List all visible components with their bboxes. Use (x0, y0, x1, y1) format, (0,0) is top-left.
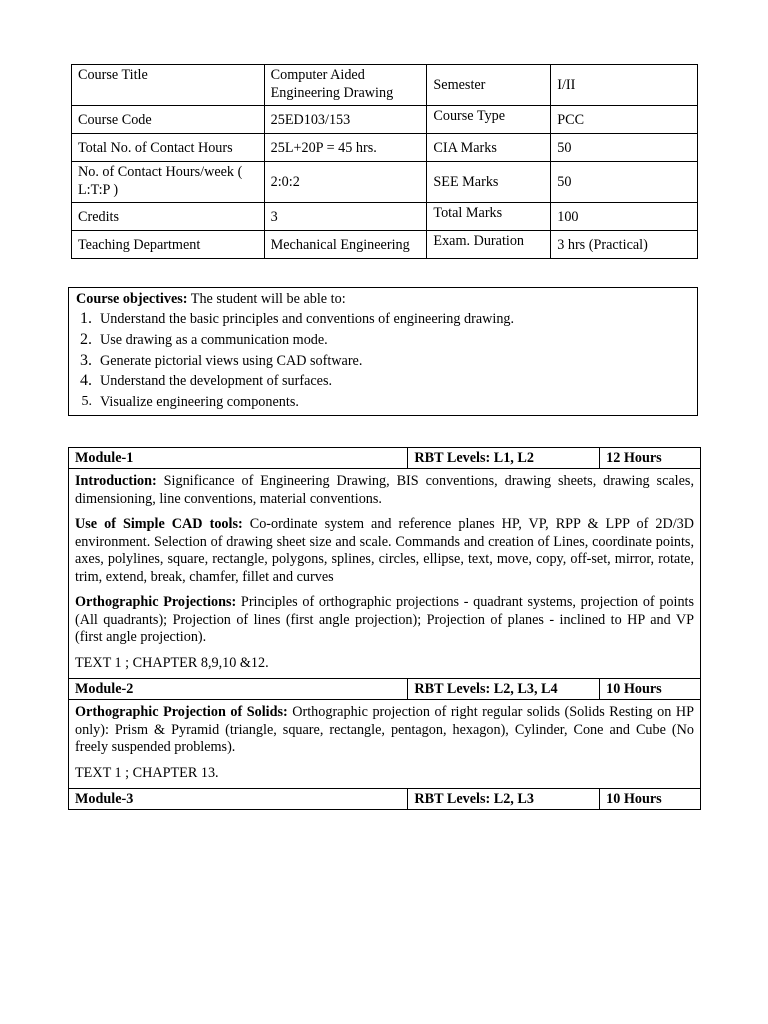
course-info-label: Total No. of Contact Hours (72, 134, 265, 162)
course-info-row (72, 203, 698, 231)
course-info-value: 50 (551, 134, 698, 162)
paragraph-text: Co-ordinate system and reference planes HP, VP, RPP & LPP of 2D/3D environment. Selection of drawing sheet size and scale. Commands and creation of Lines, coordinate points, axes, polylines, square, rectangle, polygons, splines, circles, ellipse, text, move, copy, off-set, mirror, rotate, trim, extend, break, chamfer, fillet and curves (75, 516, 695, 585)
course-info-label: Course Title (72, 65, 265, 106)
course-info-label: Teaching Department (72, 231, 265, 259)
course-info-value: Computer Aided Engineering Drawing (264, 65, 427, 106)
course-info-value: 2:0:2 (264, 162, 427, 203)
course-info-label: Course Code (72, 106, 265, 134)
module-content-row (69, 700, 701, 789)
module-content-row (69, 469, 701, 679)
course-info-row (72, 231, 698, 259)
paragraph-heading: Use of Simple CAD tools: (75, 516, 243, 532)
course-info-label: Course Type (427, 106, 551, 134)
module-header-row (69, 789, 701, 810)
objectives-intro: The student will be able to: (187, 291, 346, 307)
course-info-value: Mechanical Engineering (264, 231, 427, 259)
module-content (69, 700, 701, 789)
module-rbt-levels: RBT Levels: L2, L3 (408, 789, 600, 810)
course-info-value: 100 (551, 203, 698, 231)
objectives-heading (76, 290, 690, 308)
paragraph-text: Significance of Engineering Drawing, BIS conventions, drawing sheets, drawing scales, dimensioning, line conventions, material conventions. (75, 473, 694, 507)
module-header-row (69, 448, 701, 469)
module-paragraph (75, 473, 694, 508)
course-info-value: I/II (551, 65, 698, 106)
course-info-row (72, 65, 698, 106)
module-reference (75, 655, 694, 673)
objective-text: Understand the basic principles and conventions of engineering drawing. (100, 311, 515, 327)
course-info-label: CIA Marks (427, 134, 551, 162)
objective-text: Visualize engineering components. (100, 394, 299, 411)
module-content (69, 469, 701, 679)
objective-text: Use drawing as a communication mode. (100, 331, 328, 348)
module-name: Module-3 (69, 789, 408, 810)
module-header-row (69, 679, 701, 700)
course-info-row (72, 162, 698, 203)
objective-text: Generate pictorial views using CAD software. (100, 352, 363, 369)
objective-number: 5. (81, 394, 92, 410)
objective-item (80, 309, 690, 330)
course-info-label: No. of Contact Hours/week ( L:T:P ) (72, 162, 265, 203)
paragraph-text: Orthographic projection of right regular solids (Solids Resting on HP only): Prism & Pyramid (triangle, square, rectangle, pentagon, hexagon), Cylinder, Cone and Cube (No freely suspended problems). (75, 704, 694, 755)
module-rbt-levels: RBT Levels: L1, L2 (408, 448, 600, 469)
module-paragraph (75, 704, 694, 757)
objective-number: 2. (80, 330, 92, 348)
course-info-value: 25L+20P = 45 hrs. (264, 134, 427, 162)
course-info-label: Exam. Duration (427, 231, 551, 259)
course-info-row (72, 106, 698, 134)
course-objectives-box (68, 287, 698, 416)
objectives-label: Course objectives: (76, 291, 188, 307)
course-info-value: 3 (264, 203, 427, 231)
course-info-table (71, 64, 698, 259)
module-rbt-levels: RBT Levels: L2, L3, L4 (408, 679, 600, 700)
paragraph-text: TEXT 1 ; CHAPTER 13. (75, 764, 219, 781)
paragraph-text: TEXT 1 ; CHAPTER 8,9,10 &12. (75, 654, 269, 671)
objective-item (81, 392, 690, 413)
objective-item (80, 371, 690, 392)
module-hours: 12 Hours (600, 448, 701, 469)
course-info-label: SEE Marks (427, 162, 551, 203)
module-name: Module-1 (69, 448, 408, 469)
course-info-value: 50 (551, 162, 698, 203)
paragraph-heading: Orthographic Projections: (75, 594, 237, 610)
module-hours: 10 Hours (600, 789, 701, 810)
modules-table (68, 447, 701, 810)
objective-number: 1. (80, 310, 92, 327)
module-reference (75, 765, 694, 783)
module-hours: 10 Hours (600, 679, 701, 700)
objective-number: 3. (80, 351, 92, 369)
paragraph-text: Principles of orthographic projections - quadrant systems, projection of points (All quadrants); Projection of lines (first angle projection); Projection of planes - inclined to HP and VP (first angle projection). (75, 594, 695, 645)
module-paragraph (75, 516, 694, 586)
course-info-label: Total Marks (427, 203, 551, 231)
course-info-value: 3 hrs (Practical) (551, 231, 698, 259)
objective-item (80, 330, 690, 351)
course-info-row (72, 134, 698, 162)
objective-number: 4. (80, 372, 92, 390)
module-name: Module-2 (69, 679, 408, 700)
paragraph-heading: Introduction: (75, 473, 157, 489)
paragraph-heading: Orthographic Projection of Solids: (75, 704, 288, 720)
course-info-label: Credits (72, 203, 265, 231)
course-info-value: 25ED103/153 (264, 106, 427, 134)
module-paragraph (75, 594, 694, 647)
course-info-value: PCC (551, 106, 698, 134)
objectives-list (76, 309, 690, 413)
objective-item (80, 351, 690, 372)
course-info-label: Semester (427, 65, 551, 106)
objective-text: Understand the development of surfaces. (100, 373, 333, 390)
